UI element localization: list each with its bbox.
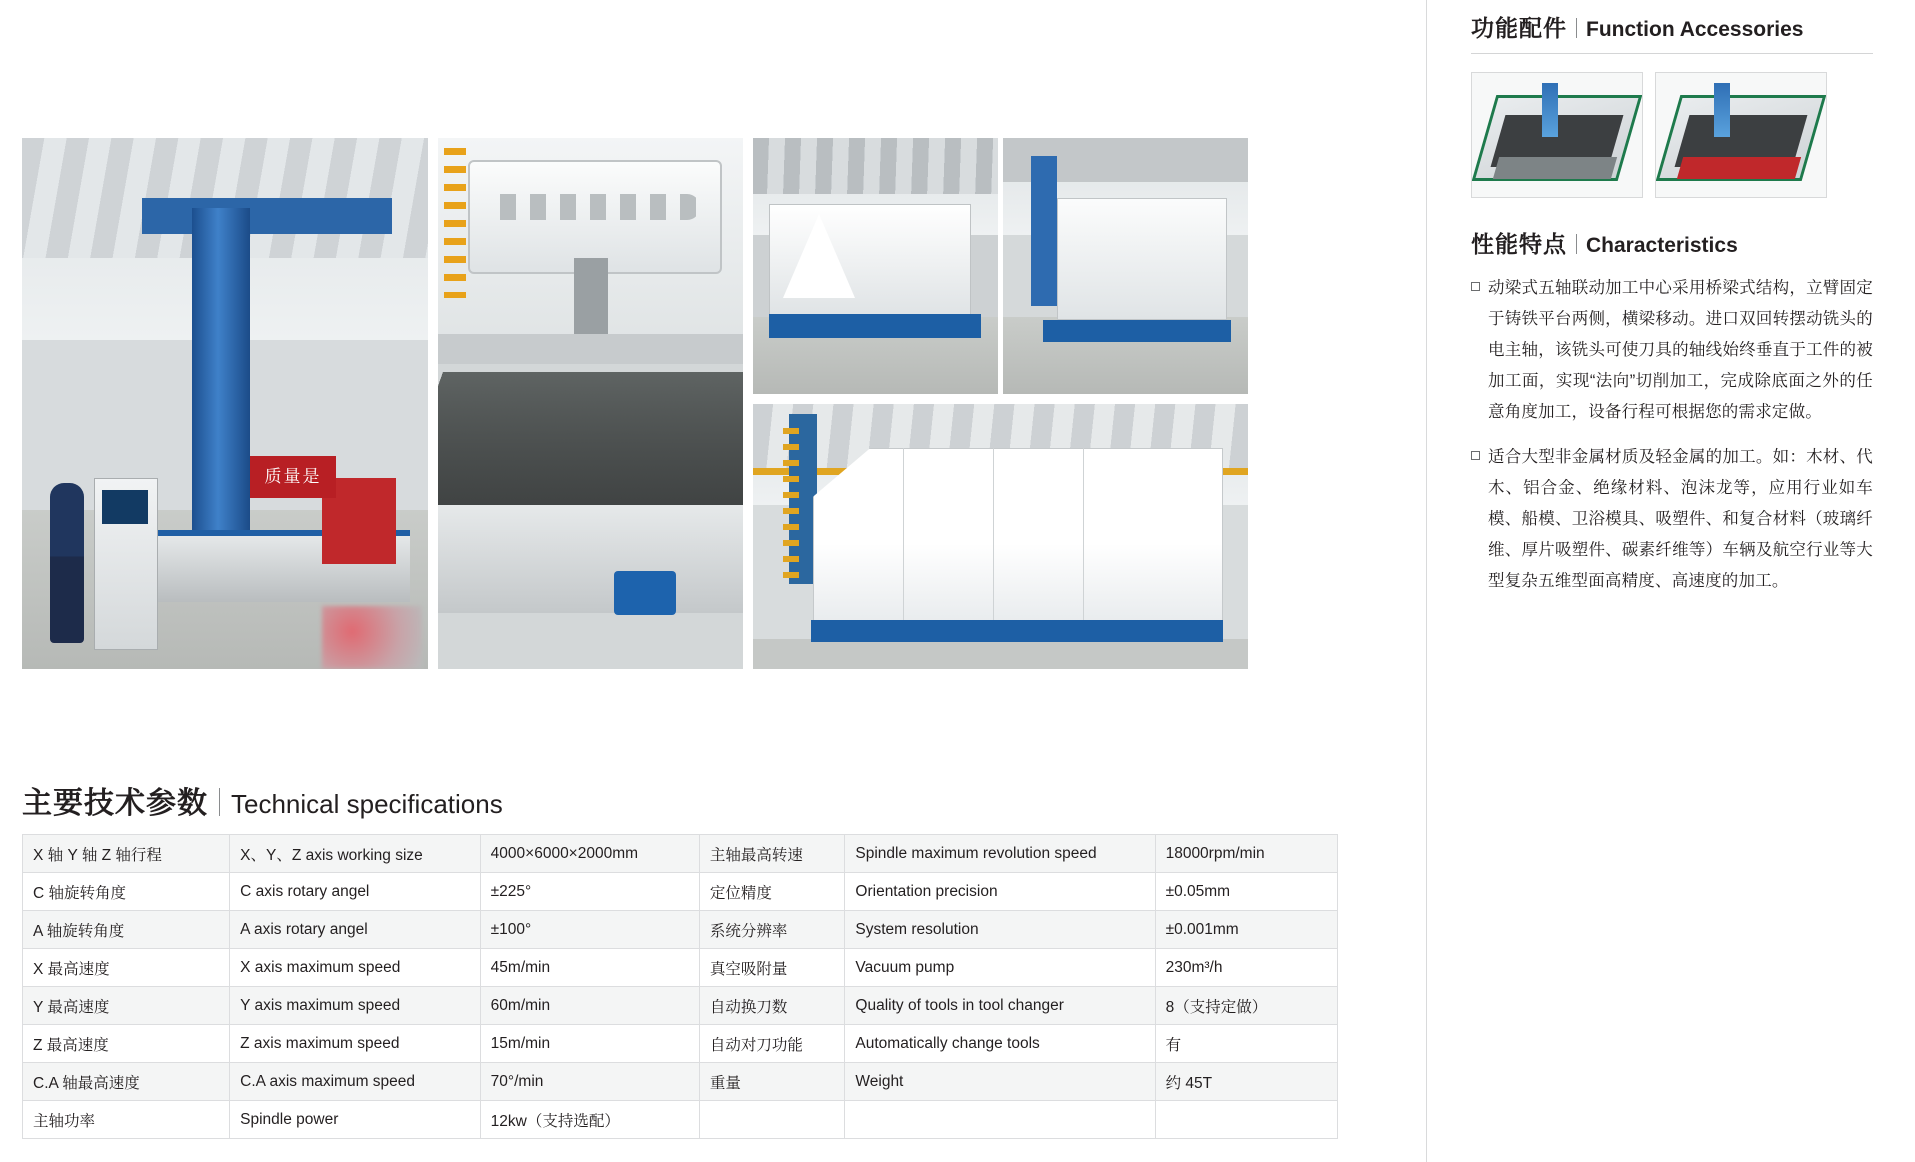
spec-label-cn: A 轴旋转角度	[23, 911, 230, 949]
spec-value2: ±0.05mm	[1155, 873, 1337, 911]
characteristics-title-en: Characteristics	[1586, 234, 1738, 257]
characteristics-heading	[1471, 226, 1873, 259]
spec-label2-en: Orientation precision	[845, 873, 1155, 911]
list-item	[1471, 273, 1873, 428]
title-divider	[1576, 18, 1577, 38]
spec-value2: 8（支持定做）	[1155, 987, 1337, 1025]
table-row	[23, 873, 1338, 911]
spec-value2: 230m³/h	[1155, 949, 1337, 987]
spec-label-cn: Y 最高速度	[23, 987, 230, 1025]
spec-label-en: A axis rotary angel	[230, 911, 481, 949]
spec-label-cn: 主轴功率	[23, 1101, 230, 1139]
banner-text: 质量是	[250, 456, 336, 498]
spec-label-en: Y axis maximum speed	[230, 987, 481, 1025]
spec-value: ±225°	[480, 873, 699, 911]
list-item	[1471, 442, 1873, 597]
accessory-render-1	[1471, 72, 1643, 198]
table-row	[23, 1063, 1338, 1101]
spec-label2-en: Spindle maximum revolution speed	[845, 835, 1155, 873]
spec-value2	[1155, 1101, 1337, 1139]
accessory-render-2	[1655, 72, 1827, 198]
spec-value2: ±0.001mm	[1155, 911, 1337, 949]
table-row	[23, 949, 1338, 987]
spec-label-en: Z axis maximum speed	[230, 1025, 481, 1063]
technical-specifications-heading	[22, 778, 503, 822]
full-enclosure-photo	[753, 404, 1248, 669]
spec-value: 4000×6000×2000mm	[480, 835, 699, 873]
spec-label2-en: Vacuum pump	[845, 949, 1155, 987]
workshop-overview-photo	[22, 138, 428, 669]
spec-value2: 有	[1155, 1025, 1337, 1063]
spec-label2-en: Weight	[845, 1063, 1155, 1101]
spec-label2-cn: 自动对刀功能	[699, 1025, 845, 1063]
spec-label-en: C axis rotary angel	[230, 873, 481, 911]
spec-value: 45m/min	[480, 949, 699, 987]
enclosure-interior-photo	[1003, 138, 1248, 394]
spec-label-cn: X 轴 Y 轴 Z 轴行程	[23, 835, 230, 873]
spec-label2-cn: 自动换刀数	[699, 987, 845, 1025]
spec-label-cn: Z 最高速度	[23, 1025, 230, 1063]
spec-label2-cn: 主轴最高转速	[699, 835, 845, 873]
table-row	[23, 1101, 1338, 1139]
heading-rule	[1471, 53, 1873, 54]
spec-label-cn: X 最高速度	[23, 949, 230, 987]
spec-title-cn: 主要技术参数	[22, 787, 208, 820]
spec-label-en: X axis maximum speed	[230, 949, 481, 987]
spec-value: ±100°	[480, 911, 699, 949]
characteristics-list	[1471, 273, 1873, 597]
characteristic-text: 适合大型非金属材质及轻金属的加工。如：木材、代木、铝合金、绝缘材料、泡沫龙等，应用行业如车模、船模、卫浴模具、吸塑件、和复合材料（玻璃纤维、厚片吸塑件、碳素纤维等）车辆及航空行业等大型复杂五维型面高精度、高速度的加工。	[1488, 448, 1873, 590]
spec-label-cn: C 轴旋转角度	[23, 873, 230, 911]
spec-value2: 18000rpm/min	[1155, 835, 1337, 873]
table-row	[23, 987, 1338, 1025]
title-divider	[1576, 234, 1577, 254]
product-photo-gallery	[22, 138, 1338, 670]
spec-value2: 约 45T	[1155, 1063, 1337, 1101]
title-divider	[219, 788, 220, 816]
accessories-title-cn: 功能配件	[1471, 15, 1567, 41]
spec-label2-cn: 定位精度	[699, 873, 845, 911]
spec-value: 70°/min	[480, 1063, 699, 1101]
square-bullet-icon	[1471, 451, 1480, 460]
machine-bed-closeup-photo	[438, 138, 743, 669]
right-sidebar	[1426, 0, 1915, 1162]
table-row	[23, 911, 1338, 949]
spec-label-en: X、Y、Z axis working size	[230, 835, 481, 873]
square-bullet-icon	[1471, 282, 1480, 291]
spec-label2-cn: 真空吸附量	[699, 949, 845, 987]
spec-label-cn: C.A 轴最高速度	[23, 1063, 230, 1101]
spec-table-body	[23, 835, 1338, 1139]
spec-label2-cn	[699, 1101, 845, 1139]
spec-label2-en: System resolution	[845, 911, 1155, 949]
spec-label2-en	[845, 1101, 1155, 1139]
function-accessories-heading	[1471, 10, 1873, 43]
spec-label2-cn: 系统分辨率	[699, 911, 845, 949]
spec-value: 15m/min	[480, 1025, 699, 1063]
spec-label-en: Spindle power	[230, 1101, 481, 1139]
spec-label2-en: Automatically change tools	[845, 1025, 1155, 1063]
gantry-frame-photo	[753, 138, 998, 394]
accessories-title-en: Function Accessories	[1586, 18, 1804, 41]
spec-title-en: Technical specifications	[231, 789, 503, 819]
spec-value: 60m/min	[480, 987, 699, 1025]
specifications-table	[22, 834, 1338, 1139]
spec-label-en: C.A axis maximum speed	[230, 1063, 481, 1101]
spec-value: 12kw（支持选配）	[480, 1101, 699, 1139]
characteristic-text: 动梁式五轴联动加工中心采用桥梁式结构，立臂固定于铸铁平台两侧，横梁移动。进口双回转摆动铣头的电主轴，该铣头可使刀具的轴线始终垂直于工件的被加工面，实现“法向”切削加工，完成除底面之外的任意角度加工，设备行程可根据您的需求定做。	[1488, 279, 1873, 421]
accessory-render-list	[1471, 72, 1873, 198]
spec-label2-cn: 重量	[699, 1063, 845, 1101]
characteristics-title-cn: 性能特点	[1471, 231, 1567, 257]
table-row	[23, 835, 1338, 873]
spec-label2-en: Quality of tools in tool changer	[845, 987, 1155, 1025]
table-row	[23, 1025, 1338, 1063]
